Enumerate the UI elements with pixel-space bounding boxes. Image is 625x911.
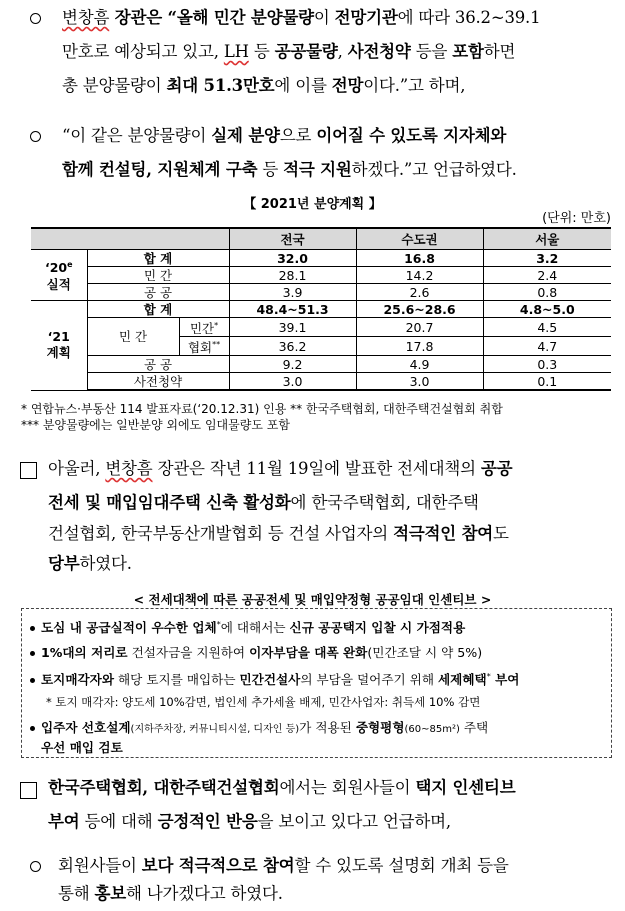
text-run: 세제혜택 — [438, 672, 487, 687]
table-cell: 2.6 — [356, 284, 483, 301]
text-run: , — [337, 42, 348, 61]
text-run: 적극적인 참여 — [393, 524, 494, 543]
text-run: (지하주차장, 커뮤니티시설, 디자인 등) — [130, 724, 300, 735]
text-run: “이 같은 분양물량이 — [62, 126, 212, 145]
table-header-cell: 전국 — [229, 228, 356, 250]
paragraph-2-line-1 — [62, 119, 617, 153]
table-cell: 36.2 — [229, 337, 356, 356]
text-run: 실제 분양 — [211, 126, 280, 145]
table-row — [31, 318, 611, 337]
text-run: 하였다. — [79, 554, 132, 573]
text-run: 을 보이고 있다고 언급하며, — [257, 812, 451, 831]
text-run: 하면 — [483, 42, 516, 61]
paragraph-1-line-1 — [62, 1, 617, 35]
text-run: (60~85m²) — [404, 724, 460, 735]
text-run: 변창흠 — [62, 8, 110, 27]
paragraph-1-line-3 — [62, 69, 617, 103]
paragraph-4-line-2 — [48, 805, 618, 839]
paragraph-1-line-2 — [62, 35, 617, 69]
text-run: 에 대해서는 — [220, 620, 290, 635]
table-row — [31, 356, 611, 373]
table-row — [31, 284, 611, 301]
text-run: LH — [223, 42, 249, 61]
text-run: 부여 — [48, 812, 80, 831]
table-cell: 48.4~51.3 — [229, 301, 356, 318]
text-run: 에 한국주택협회, 대한주택 — [290, 493, 479, 512]
table-header-row — [31, 228, 611, 250]
row-label: 합 계 — [87, 301, 229, 318]
text-run: 총 분양물량이 — [62, 76, 167, 95]
text-run: 이자부담을 대폭 완화 — [249, 645, 368, 660]
square-bullet-icon — [20, 782, 37, 799]
table-cell: 32.0 — [229, 250, 356, 267]
circle-bullet-icon — [30, 13, 41, 24]
private-group-label: 민 간 — [87, 318, 179, 356]
row-label: 사전청약 — [87, 373, 229, 391]
table-cell: 16.8 — [356, 250, 483, 267]
paragraph-3-line-1 — [48, 452, 618, 486]
text-run: 홍보 — [94, 884, 127, 903]
table-cell: 0.3 — [483, 356, 611, 373]
text-run: 통해 — [58, 884, 95, 903]
text-run: 토지매각자와 — [41, 672, 114, 687]
text-run: 주택 — [459, 720, 489, 735]
paragraph-3-line-3 — [48, 517, 618, 551]
table-cell: 3.9 — [229, 284, 356, 301]
paragraph-2-line-2 — [62, 153, 617, 187]
table-cell: 4.7 — [483, 337, 611, 356]
text-run: 포함 — [452, 42, 484, 61]
text-run: 아울러, — [48, 459, 106, 478]
text-run: 보다 적극적으로 참여 — [141, 856, 295, 875]
text-run: 택지 인센티브 — [415, 778, 516, 797]
text-run: 공공 — [480, 459, 513, 478]
table-cell: 39.1 — [229, 318, 356, 337]
row-label: 공 공 — [87, 284, 229, 301]
table-cell: 0.1 — [483, 373, 611, 391]
table-cell: 3.0 — [229, 373, 356, 391]
text-run: 전세 및 매입임대주택 신축 활성화 — [48, 493, 291, 512]
square-bullet-icon — [20, 462, 37, 479]
circle-bullet-icon — [30, 131, 41, 142]
incentive-item-2 — [30, 642, 482, 661]
table-cell: 3.0 — [356, 373, 483, 391]
row-label: 민간* — [179, 318, 229, 337]
table-unit: (단위: 만호) — [542, 211, 611, 226]
text-run: 신규 공공택지 입찰 시 가점적용 — [289, 620, 466, 635]
table-cell: 20.7 — [356, 318, 483, 337]
text-run: 해 나가겠다고 하였다. — [126, 884, 283, 903]
incentive-item-4 — [30, 717, 488, 736]
table-cell: 3.2 — [483, 250, 611, 267]
incentive-box — [21, 608, 612, 758]
bullet-dot-icon — [30, 678, 35, 683]
incentive-item-1 — [30, 617, 465, 636]
text-run: 도 — [493, 524, 509, 543]
text-run: 등 — [248, 42, 275, 61]
text-run: 긍정적인 반응 — [157, 812, 258, 831]
row-label: 합 계 — [87, 250, 229, 267]
table-cell: 4.8~5.0 — [483, 301, 611, 318]
table-row — [31, 301, 611, 318]
text-run: 공공물량 — [274, 42, 338, 61]
table-cell: 28.1 — [229, 267, 356, 284]
paragraph-3-line-4 — [48, 547, 618, 581]
text-run: 전망기관 — [334, 8, 398, 27]
text-run: * — [486, 671, 491, 681]
text-run: 회원사들이 — [58, 856, 142, 875]
table-cell: 17.8 — [356, 337, 483, 356]
text-run: 가 적용된 — [299, 720, 356, 735]
text-run: 해당 토지를 매입하는 — [114, 672, 240, 687]
text-run: 건설협회, 한국부동산개발협회 등 건설 사업자의 — [48, 524, 394, 543]
table-row — [31, 373, 611, 391]
bullet-dot-icon — [30, 726, 35, 731]
table-footnote-1: * 연합뉴스·부동산 114 발표자료(‘20.12.31) 인용 ** 한국주택협회, 대한주택건설협회 취합 — [21, 402, 503, 416]
table-cell: 2.4 — [483, 267, 611, 284]
text-run: 의 부담을 덜어주기 위해 — [300, 672, 439, 687]
table-header-cell: 수도권 — [356, 228, 483, 250]
table-header-cell: 서울 — [483, 228, 611, 250]
text-run: 민간건설사 — [239, 672, 301, 687]
table-cell: 4.9 — [356, 356, 483, 373]
paragraph-5-line-2 — [58, 877, 618, 911]
text-run: 우선 매입 검토 — [41, 740, 123, 755]
text-run: 에서는 회원사들이 — [279, 778, 416, 797]
text-run: 장관은 “올해 민간 분양물량 — [109, 8, 314, 27]
text-run: 1%대의 저리로 — [41, 645, 128, 660]
row-label: 공 공 — [87, 356, 229, 373]
text-run: (민간조달 시 약 5%) — [367, 645, 483, 660]
text-run: 입주자 선호설계 — [41, 720, 131, 735]
table-header-empty — [31, 228, 229, 250]
group-2021-label: ‘21 계획 — [31, 301, 87, 391]
table-cell: 9.2 — [229, 356, 356, 373]
text-run: 에 이를 — [274, 76, 332, 95]
table-cell: 0.8 — [483, 284, 611, 301]
incentive-item-3 — [30, 669, 519, 688]
row-label: 민 간 — [87, 267, 229, 284]
text-run: 적극 지원 — [283, 160, 352, 179]
table-row — [31, 250, 611, 267]
table-cell: 4.5 — [483, 318, 611, 337]
text-run: 한국주택협회, 대한주택건설협회 — [48, 778, 280, 797]
incentive-item-3-note: * 토지 매각자: 양도세 10%감면, 법인세 추가세율 배제, 민간사업자: 취득세 10% 감면 — [46, 695, 481, 709]
incentive-item-4-cont — [41, 737, 123, 756]
text-run: 당부 — [48, 554, 80, 573]
text-run: 하겠다.”고 언급하였다. — [351, 160, 517, 179]
text-run: 전망 — [331, 76, 364, 95]
text-run: 건설자금을 지원하여 — [127, 645, 250, 660]
table-cell: 14.2 — [356, 267, 483, 284]
text-run: 등 — [257, 160, 284, 179]
bullet-dot-icon — [30, 651, 35, 656]
table-row — [31, 267, 611, 284]
table-caption: 【 2021년 분양계획 】 — [243, 197, 382, 212]
text-run: 에 따라 36.2~39.1 — [397, 8, 541, 27]
row-label: 협회** — [179, 337, 229, 356]
text-run: 부여 — [490, 672, 520, 687]
text-run: 사전청약 — [347, 42, 411, 61]
text-run: * — [216, 619, 221, 629]
text-run: 변창흠 — [105, 459, 153, 478]
text-run: 도심 내 공급실적이 우수한 업체 — [41, 620, 217, 635]
text-run: 중형평형 — [355, 720, 405, 735]
text-run: 등을 — [410, 42, 453, 61]
circle-bullet-icon — [30, 861, 41, 872]
text-run: 함께 컨설팅, 지원체계 구축 — [62, 160, 258, 179]
text-run: 할 수 있도록 설명회 개최 등을 — [294, 856, 509, 875]
group-2020-label: ‘20e 실적 — [31, 250, 87, 301]
bullet-dot-icon — [30, 626, 35, 631]
paragraph-3-line-2 — [48, 486, 618, 520]
plan-table — [31, 227, 611, 391]
table-cell: 25.6~28.6 — [356, 301, 483, 318]
text-run: 만호로 예상되고 있고, — [62, 42, 224, 61]
text-run: 등에 대해 — [79, 812, 158, 831]
text-run: 으로 — [279, 126, 317, 145]
paragraph-4-line-1 — [48, 771, 618, 805]
incentive-title: < 전세대책에 따른 공공전세 및 매입약정형 공공임대 인센티브 > — [133, 592, 492, 607]
text-run: 장관은 작년 11월 19일에 발표한 전세대책의 — [152, 459, 481, 478]
text-run: 최대 51.3만호 — [166, 76, 275, 95]
text-run: 이어질 수 있도록 지자체와 — [316, 126, 507, 145]
text-run: 이다.”고 하며, — [363, 76, 466, 95]
table-footnote-2: *** 분양물량에는 일반분양 외에도 임대물량도 포함 — [21, 418, 290, 432]
text-run: 이 — [313, 8, 335, 27]
